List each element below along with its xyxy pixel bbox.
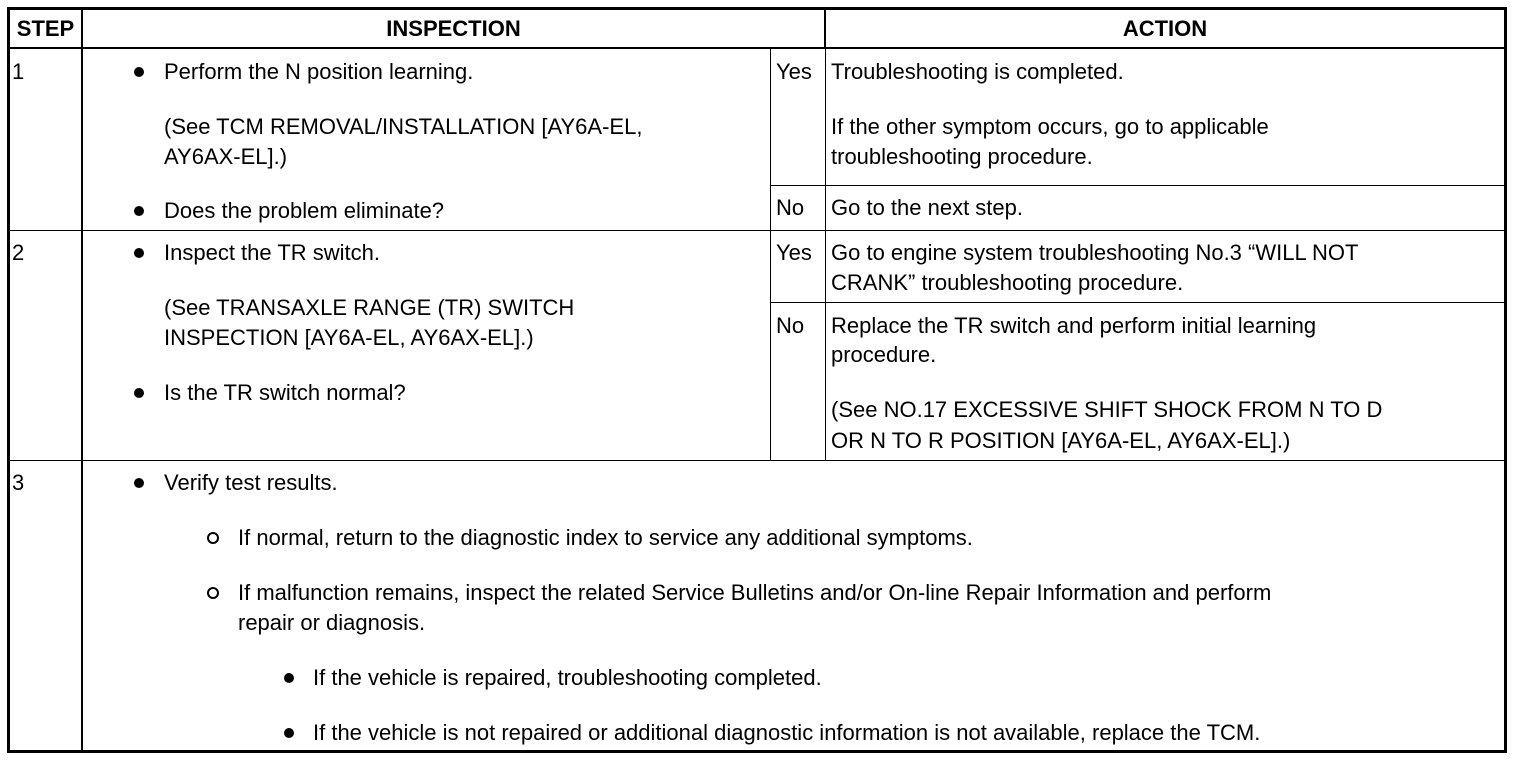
inspection-bullet: Does the problem eliminate? [164,198,445,223]
table-border-left [7,7,10,753]
bullet-icon [134,478,144,488]
answer-no: No [776,313,805,338]
row2-answer-divider [770,302,1507,303]
action-text: Go to engine system troubleshooting No.3 “WILL NOT [831,240,1359,265]
bullet-icon [134,388,144,398]
header-inspection: INSPECTION [386,16,521,41]
inspection-note: (See TRANSAXLE RANGE (TR) SWITCH [164,295,575,320]
bullet-icon [284,673,294,683]
row-divider-2 [7,460,1507,461]
table-border-right [1504,7,1507,753]
answer-yes: Yes [776,240,812,265]
answer-yes: Yes [776,59,812,84]
bullet-icon [134,206,144,216]
step-number: 1 [12,59,25,84]
sub-sub-item: If the vehicle is repaired, troubleshooting completed. [313,665,822,690]
inspection-note: AY6AX-EL].) [164,144,288,169]
inspection-bullet: Verify test results. [164,470,338,495]
inspection-note: INSPECTION [AY6A-EL, AY6AX-EL].) [164,325,534,350]
action-text: procedure. [831,342,937,367]
inspection-note: (See TCM REMOVAL/INSTALLATION [AY6A-EL, [164,114,643,139]
step-number: 2 [12,240,25,265]
action-text: OR N TO R POSITION [AY6A-EL, AY6AX-EL].) [831,428,1291,453]
action-text: CRANK” troubleshooting procedure. [831,270,1184,295]
bullet-icon [134,248,144,258]
inspection-bullet: Perform the N position learning. [164,59,474,84]
answer-no: No [776,195,805,220]
inspection-bullet: Is the TR switch normal? [164,380,406,405]
header-step: STEP [16,16,75,41]
row1-answer-divider [770,185,1507,186]
header-divider [7,47,1507,49]
action-text: Troubleshooting is completed. [831,59,1124,84]
action-text: Replace the TR switch and perform initial learning [831,313,1317,338]
table-border-bottom [7,750,1507,753]
col-divider-action-body [825,48,826,460]
table-border-top [7,7,1507,10]
sub-item: repair or diagnosis. [238,610,426,635]
sub-sub-item: If the vehicle is not repaired or additional diagnostic information is not available, replace the TCM. [313,720,1261,745]
circle-bullet-icon [207,532,219,544]
col-divider-answer [770,48,771,460]
inspection-bullet: Inspect the TR switch. [164,240,381,265]
row-divider-1 [7,230,1507,231]
circle-bullet-icon [207,587,219,599]
action-text: troubleshooting procedure. [831,144,1093,169]
col-divider-step [81,7,83,753]
action-text: Go to the next step. [831,195,1024,220]
sub-item: If normal, return to the diagnostic index to service any additional symptoms. [238,525,973,550]
action-text: (See NO.17 EXCESSIVE SHIFT SHOCK FROM N TO D [831,397,1383,422]
action-text: If the other symptom occurs, go to applicable [831,114,1269,139]
step-number: 3 [12,470,25,495]
bullet-icon [134,67,144,77]
bullet-icon [284,728,294,738]
header-action: ACTION [1122,16,1208,41]
sub-item: If malfunction remains, inspect the related Service Bulletins and/or On-line Repair Information and perform [238,580,1272,605]
